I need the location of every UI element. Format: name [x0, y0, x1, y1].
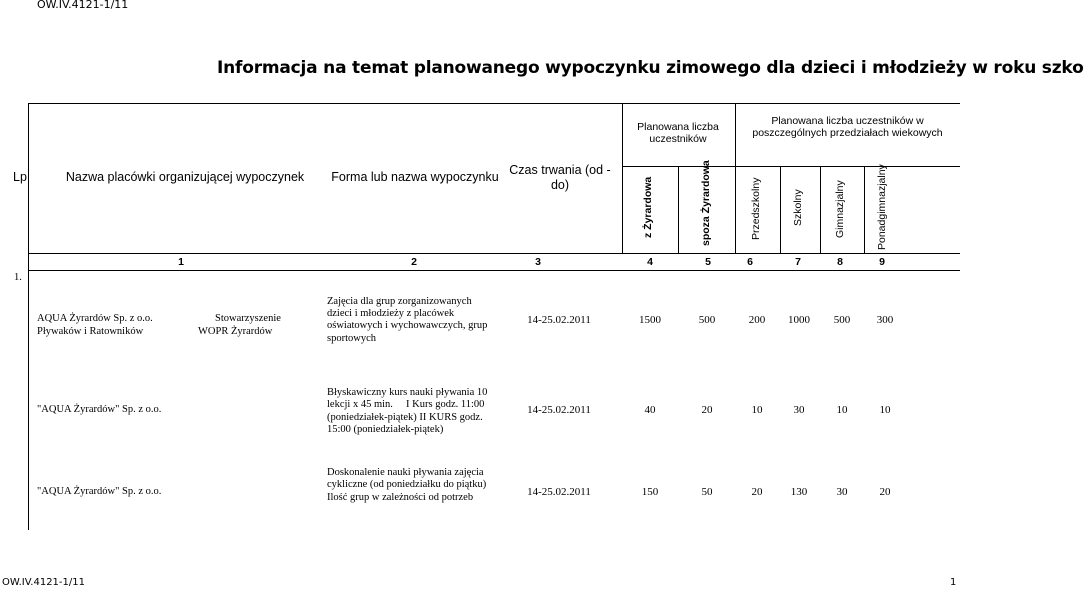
row2-preschool: 10: [751, 404, 763, 416]
row2-school: 30: [793, 404, 805, 416]
footer-page-number: 1: [950, 577, 957, 588]
row2-form-line: Błyskawiczny kurs nauki pływania 10: [327, 387, 488, 398]
col-divider: [678, 166, 679, 253]
row1-outside-city: 500: [698, 314, 716, 326]
row-lp: 1.: [14, 272, 22, 283]
row1-organizer: AQUA Żyrardów Sp. z o.o.: [37, 313, 153, 324]
col-divider: [820, 166, 821, 253]
column-number: 9: [879, 256, 885, 268]
header-bottom-line: [28, 253, 960, 254]
header-planned-count: Planowana liczba uczestników: [637, 121, 719, 145]
header-preschool: Przedszkolny: [750, 177, 762, 240]
row1-preschool: 200: [748, 314, 766, 326]
header-post-middle: Ponadgimnazjalny: [876, 164, 888, 250]
column-number: 1: [178, 256, 184, 268]
col-divider: [622, 103, 623, 253]
row2-organizer: "AQUA Żyrardów" Sp. z o.o.: [37, 404, 162, 415]
row1-from-city: 1500: [639, 314, 661, 326]
column-number: 6: [747, 256, 753, 268]
document-code: OW.IV.4121-1/11: [37, 0, 129, 11]
header-duration: Czas trwania (od - do): [509, 163, 611, 192]
header-form: Forma lub nazwa wypoczynku: [331, 170, 499, 184]
header-from-city: z Żyrardowa: [642, 176, 654, 238]
row1-dates: 14-25.02.2011: [527, 314, 591, 326]
row1-form-line: Zajęcia dla grup zorganizowanych: [327, 296, 472, 307]
col-divider: [864, 166, 865, 253]
row2-form-line: lekcji x 45 min. I Kurs godz. 11:00: [327, 399, 485, 410]
row3-outside-city: 50: [701, 486, 713, 498]
row3-dates: 14-25.02.2011: [527, 486, 591, 498]
row2-middle: 10: [836, 404, 848, 416]
row1-form-line: dzieci i młodzieży z placówek: [327, 308, 455, 319]
header-outside-city: spoza Żyrardowa: [700, 160, 712, 246]
row1-organizer-4: WOPR Żyrardów: [198, 326, 273, 337]
footer-code: OW.IV.4121-1/11: [2, 577, 85, 588]
row1-middle: 500: [833, 314, 851, 326]
row1-form-line: sportowych: [327, 333, 376, 344]
column-number: 7: [795, 256, 801, 268]
header-school: Szkolny: [792, 189, 804, 226]
row3-from-city: 150: [641, 486, 659, 498]
column-number: 2: [411, 256, 417, 268]
table-top-border: [28, 103, 960, 104]
row3-middle: 30: [836, 486, 848, 498]
column-number: 3: [535, 256, 541, 268]
row1-organizer-2: Stowarzyszenie: [215, 313, 281, 324]
row1-form-line: oświatowych i wychowawczych, grup: [327, 320, 488, 331]
row3-form-line: cykliczne (od poniedziałku do piątku): [327, 479, 487, 490]
row2-post-middle: 10: [879, 404, 891, 416]
row2-form-line: 15:00 (poniedziałek-piątek): [327, 424, 444, 435]
page-title: Informacja na temat planowanego wypoczynku zimowego dla dzieci i młodzieży w roku szko: [217, 58, 1084, 78]
row2-dates: 14-25.02.2011: [527, 404, 591, 416]
row3-preschool: 20: [751, 486, 763, 498]
row3-form-line: Doskonalenie nauki pływania zajęcia: [327, 467, 484, 478]
header-middle: Gimnazjalny: [834, 180, 846, 238]
header-organizer: Nazwa placówki organizującej wypoczynek: [65, 170, 305, 184]
row3-school: 130: [790, 486, 808, 498]
row3-organizer: "AQUA Żyrardów" Sp. z o.o.: [37, 486, 162, 497]
column-number: 4: [647, 256, 653, 268]
column-number: 5: [705, 256, 711, 268]
row2-outside-city: 20: [701, 404, 713, 416]
table-left-border: [28, 103, 29, 530]
row1-organizer-3: Pływaków i Ratowników: [37, 326, 144, 337]
numbers-bottom-line: [28, 270, 960, 271]
header-planned-by-age: Planowana liczba uczestników w poszczególnych przedziałach wiekowych: [752, 115, 943, 139]
row3-form-line: Ilość grup w zależności od potrzeb: [327, 492, 474, 503]
row2-form-line: (poniedziałek-piątek) II KURS godz.: [327, 412, 483, 423]
row2-from-city: 40: [644, 404, 656, 416]
row1-post-middle: 300: [876, 314, 894, 326]
header-lp: Lp: [13, 170, 27, 184]
column-number: 8: [837, 256, 843, 268]
row3-post-middle: 20: [879, 486, 891, 498]
row1-school: 1000: [788, 314, 810, 326]
subheader-line: [622, 166, 960, 167]
col-divider: [780, 166, 781, 253]
col-divider: [735, 103, 736, 253]
